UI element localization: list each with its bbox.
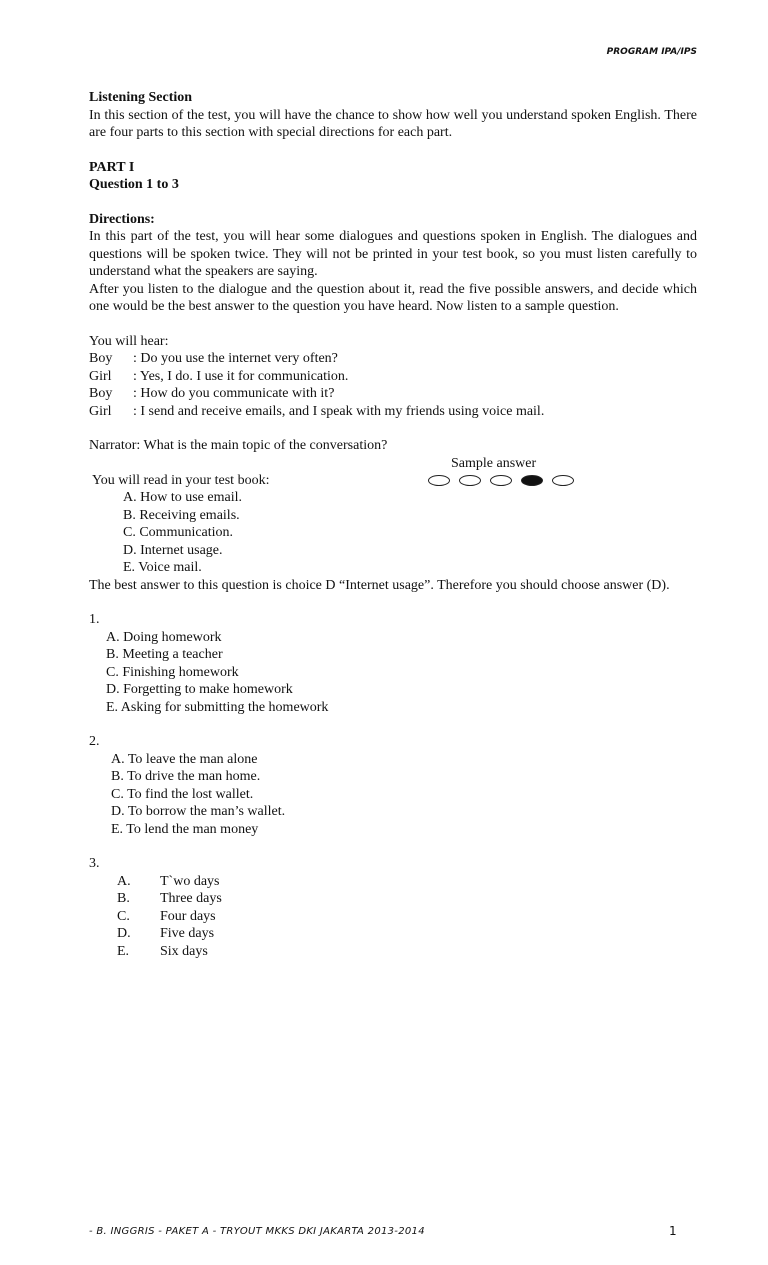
directions-title: Directions: [89, 211, 155, 227]
best-answer-explanation: The best answer to this question is choice D “Internet usage”. Therefore you should choose answer (D). [89, 577, 670, 593]
dialogue-line [89, 368, 697, 386]
answer-option: A. To leave the man alone [111, 751, 258, 767]
option-letter: E. [117, 943, 130, 959]
answer-option: C. Finishing homework [106, 664, 239, 680]
option-text: T`wo days [160, 873, 220, 889]
page-number: 1 [669, 1224, 677, 1238]
you-will-read-label: You will read in your test book: [92, 472, 270, 488]
dialogue-text: : Yes, I do. I use it for communication. [133, 368, 349, 384]
option-letter: D. [117, 926, 131, 941]
directions-paragraph-1: In this part of the test, you will hear some dialogues and questions spoken in English. The dialogues and questions will be spoken twice. They will not be printed in your test book, so you must listen carefully to understand what the speakers are saying. [89, 229, 697, 279]
dialogue-text: : Do you use the internet very often? [133, 351, 338, 366]
answer-option: C. To find the lost wallet. [111, 786, 254, 802]
option-text: Five days [160, 926, 215, 941]
question-2-options [89, 751, 697, 839]
sample-option: B. Receiving emails. [123, 507, 240, 523]
dialogue-speaker: Boy [89, 351, 113, 366]
document-page [89, 0, 697, 1265]
answer-option: E. Asking for submitting the homework [106, 699, 329, 715]
option-text: Six days [160, 943, 208, 959]
part-title: PART I [89, 159, 135, 175]
bubble-b [459, 475, 481, 486]
question-number: 1. [89, 612, 100, 627]
sample-option: C. Communication. [123, 525, 234, 540]
bubble-e [552, 475, 574, 486]
dialogue-text: : I send and receive emails, and I speak with my friends using voice mail. [133, 403, 545, 419]
dialogue-line [89, 385, 697, 403]
answer-option [89, 890, 697, 908]
dialogue-text: : How do you communicate with it? [133, 386, 335, 401]
answer-option [89, 925, 697, 943]
question-number: 3. [89, 856, 100, 871]
sample-option: A. How to use email. [123, 490, 242, 505]
dialogue-speaker: Girl [89, 403, 112, 419]
dialogue-line [89, 403, 697, 421]
bubble-c [490, 475, 512, 486]
option-text: Three days [160, 891, 222, 906]
sample-option: E. Voice mail. [123, 560, 202, 575]
you-will-hear-label: You will hear: [89, 333, 169, 349]
question-3-options [89, 873, 697, 961]
answer-option [89, 908, 697, 926]
sample-option: D. Internet usage. [123, 542, 223, 558]
answer-option: B. To drive the man home. [111, 769, 261, 784]
answer-option: D. To borrow the man’s wallet. [111, 804, 286, 819]
dialogue-speaker: Boy [89, 386, 113, 401]
option-letter: B. [117, 891, 130, 906]
page-footer: - B. INGGRIS - PAKET A - TRYOUT MKKS DKI JAKARTA 2013-2014 [89, 1226, 425, 1237]
dialogue-speaker: Girl [89, 368, 112, 384]
answer-option: D. Forgetting to make homework [106, 682, 293, 697]
sample-options [89, 489, 697, 577]
answer-option: B. Meeting a teacher [106, 647, 223, 662]
bubble-a [428, 475, 450, 486]
listening-intro: In this section of the test, you will have the chance to show how well you understand spoken English. There are four parts to this section with special directions for each part. [89, 107, 697, 140]
bubble-d-filled [521, 475, 543, 486]
part-subtitle: Question 1 to 3 [89, 177, 179, 192]
sample-answer-label: Sample answer [451, 455, 537, 471]
question-1-options [89, 629, 697, 717]
option-text: Four days [160, 908, 216, 924]
directions-paragraph-2: After you listen to the dialogue and the question about it, read the five possible answers, and decide which one would be the best answer to the question you have heard. Now listen to a sample question. [89, 281, 697, 314]
narrator-question: Narrator: What is the main topic of the conversation? [89, 438, 388, 453]
answer-option: A. Doing homework [106, 629, 222, 645]
answer-bubbles [428, 475, 574, 486]
program-header: PROGRAM IPA/IPS [606, 47, 697, 57]
answer-option: E. To lend the man money [111, 821, 259, 837]
question-number: 2. [89, 734, 100, 749]
listening-section-title: Listening Section [89, 90, 193, 105]
dialogue-line [89, 350, 697, 368]
sample-dialogue [89, 350, 697, 420]
option-letter: A. [117, 873, 131, 889]
sample-answer-row [89, 455, 697, 490]
document-content [89, 89, 697, 960]
answer-option [89, 873, 697, 891]
option-letter: C. [117, 908, 130, 924]
answer-option [89, 943, 697, 961]
